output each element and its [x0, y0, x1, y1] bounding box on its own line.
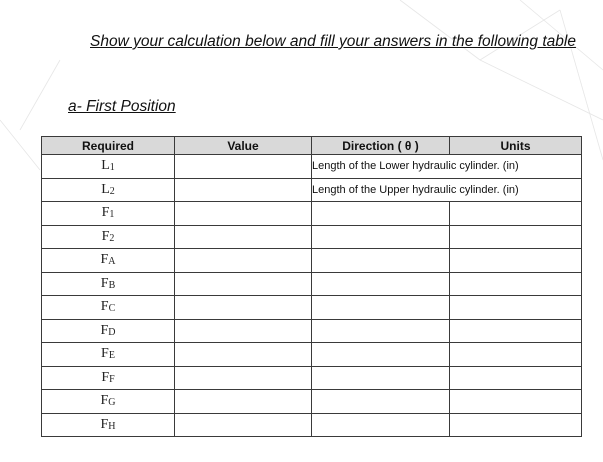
table-row: [42, 343, 582, 367]
description-note: Length of the Upper hydraulic cylinder. (in): [312, 178, 450, 202]
symbol-letter: L: [101, 158, 110, 174]
table-row: [42, 413, 582, 437]
value-cell[interactable]: [175, 178, 312, 202]
table-row: [42, 366, 582, 390]
symbol-subscript: 2: [109, 185, 115, 197]
symbol-subscript: 2: [109, 232, 115, 244]
required-symbol-cell: [42, 343, 175, 367]
symbol-letter: F: [100, 322, 109, 338]
table-row: [42, 225, 582, 249]
required-symbol-cell: [42, 390, 175, 414]
value-cell[interactable]: [175, 319, 312, 343]
symbol-subscript: 1: [109, 162, 115, 174]
section-title: a- First Position: [68, 98, 176, 115]
header-direction: Direction ( θ ): [312, 137, 450, 155]
value-cell[interactable]: [175, 225, 312, 249]
symbol-subscript: F: [109, 373, 115, 385]
table-row: [42, 249, 582, 273]
required-symbol-cell: [42, 178, 175, 202]
symbol-letter: F: [100, 393, 109, 409]
required-symbol-cell: [42, 413, 175, 437]
symbol-letter: F: [101, 369, 110, 385]
value-cell[interactable]: [175, 155, 312, 179]
required-symbol-cell: [42, 249, 175, 273]
header-units: Units: [450, 137, 582, 155]
symbol-letter: L: [101, 181, 110, 197]
units-cell[interactable]: [450, 390, 582, 414]
units-cell[interactable]: [450, 343, 582, 367]
required-symbol-cell: [42, 155, 175, 179]
required-symbol-cell: [42, 202, 175, 226]
units-cell[interactable]: [450, 366, 582, 390]
units-cell[interactable]: [450, 225, 582, 249]
direction-cell[interactable]: [312, 413, 450, 437]
required-symbol-cell: [42, 296, 175, 320]
table-row: [42, 155, 582, 179]
units-cell[interactable]: [450, 202, 582, 226]
units-cell[interactable]: [450, 249, 582, 273]
direction-cell[interactable]: [312, 225, 450, 249]
required-symbol-cell: [42, 319, 175, 343]
table-row: [42, 319, 582, 343]
table-row: [42, 202, 582, 226]
symbol-subscript: A: [108, 256, 116, 268]
symbol-letter: F: [100, 252, 109, 268]
symbol-subscript: G: [108, 397, 116, 409]
table-row: [42, 296, 582, 320]
direction-cell[interactable]: [312, 249, 450, 273]
symbol-subscript: E: [108, 350, 115, 362]
direction-cell[interactable]: [312, 272, 450, 296]
symbol-letter: F: [101, 346, 109, 362]
symbol-letter: F: [101, 228, 110, 244]
required-symbol-cell: [42, 225, 175, 249]
description-note: Length of the Lower hydraulic cylinder. (in): [312, 155, 450, 179]
required-symbol-cell: [42, 272, 175, 296]
instruction-text: Show your calculation below and fill your answers in the following table: [90, 33, 576, 50]
units-cell[interactable]: [450, 272, 582, 296]
header-value: Value: [175, 137, 312, 155]
symbol-letter: F: [100, 416, 109, 432]
direction-cell[interactable]: [312, 366, 450, 390]
units-cell[interactable]: [450, 319, 582, 343]
value-cell[interactable]: [175, 249, 312, 273]
header-row: [42, 137, 582, 155]
symbol-subscript: D: [108, 326, 116, 338]
table-row: [42, 178, 582, 202]
value-cell[interactable]: [175, 366, 312, 390]
symbol-subscript: C: [108, 303, 116, 315]
required-symbol-cell: [42, 366, 175, 390]
symbol-letter: F: [100, 275, 109, 291]
symbol-letter: F: [101, 205, 110, 221]
units-cell[interactable]: [450, 413, 582, 437]
symbol-subscript: B: [108, 279, 116, 291]
value-cell[interactable]: [175, 413, 312, 437]
value-cell[interactable]: [175, 202, 312, 226]
answer-table: [41, 136, 582, 437]
direction-cell[interactable]: [312, 343, 450, 367]
table-row: [42, 390, 582, 414]
direction-cell[interactable]: [312, 319, 450, 343]
units-cell[interactable]: [450, 296, 582, 320]
direction-cell[interactable]: [312, 202, 450, 226]
header-required: Required: [42, 137, 175, 155]
direction-cell[interactable]: [312, 390, 450, 414]
value-cell[interactable]: [175, 296, 312, 320]
table-row: [42, 272, 582, 296]
symbol-letter: F: [100, 299, 109, 315]
symbol-subscript: 1: [109, 209, 115, 221]
symbol-subscript: H: [108, 420, 116, 432]
value-cell[interactable]: [175, 390, 312, 414]
direction-cell[interactable]: [312, 296, 450, 320]
value-cell[interactable]: [175, 343, 312, 367]
value-cell[interactable]: [175, 272, 312, 296]
